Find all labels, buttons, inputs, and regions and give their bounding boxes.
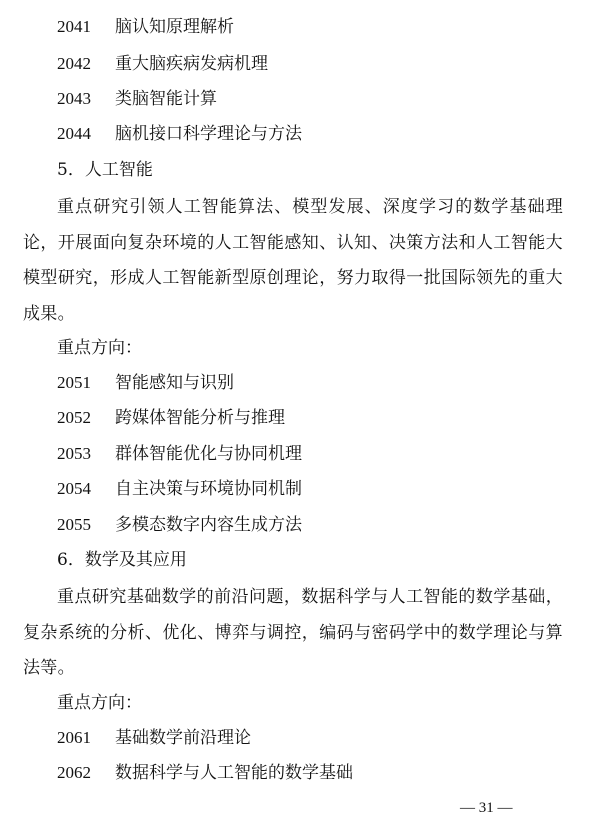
section-paragraph: 重点研究基础数学的前沿问题，数据科学与人工智能的数学基础，复杂系统的分析、优化、博弈与调控，编码与密码学中的数学理论与算法等。 — [23, 587, 563, 678]
item-text: 跨媒体智能分析与推理 — [115, 408, 285, 428]
list-item — [57, 406, 285, 430]
item-code: 2055 — [57, 515, 91, 534]
list-item — [57, 122, 302, 146]
item-code: 2041 — [57, 17, 91, 36]
list-item — [57, 761, 353, 785]
list-item — [57, 477, 302, 501]
item-code: 2053 — [57, 444, 91, 463]
list-item — [57, 52, 268, 76]
item-text: 群体智能优化与协同机理 — [115, 444, 302, 464]
item-text: 基础数学前沿理论 — [115, 728, 251, 748]
item-code: 2043 — [57, 89, 91, 108]
list-item — [57, 371, 234, 395]
item-text: 自主决策与环境协同机制 — [115, 479, 302, 499]
item-code: 2061 — [57, 728, 91, 747]
item-text: 数据科学与人工智能的数学基础 — [115, 763, 353, 783]
section-heading: 6．数学及其应用 — [57, 550, 187, 570]
item-code: 2062 — [57, 763, 91, 782]
list-item — [57, 442, 302, 466]
page-number: — 31 — — [460, 800, 513, 816]
focus-label: 重点方向： — [57, 338, 142, 358]
section-heading: 5．人工智能 — [57, 160, 153, 180]
list-item — [57, 726, 251, 750]
item-text: 智能感知与识别 — [115, 373, 234, 393]
list-item — [57, 513, 302, 537]
list-item — [57, 15, 234, 39]
item-code: 2054 — [57, 479, 91, 498]
item-text: 脑认知原理解析 — [115, 17, 234, 37]
focus-label: 重点方向： — [57, 693, 142, 713]
item-text: 类脑智能计算 — [115, 89, 217, 109]
section-paragraph: 重点研究引领人工智能算法、模型发展、深度学习的数学基础理论，开展面向复杂环境的人工智能感知、认知、决策方法和人工智能大模型研究，形成人工智能新型原创理论，努力取得一批国际领先的重大成果。 — [23, 197, 563, 324]
item-text: 多模态数字内容生成方法 — [115, 515, 302, 535]
item-code: 2052 — [57, 408, 91, 427]
item-text: 重大脑疾病发病机理 — [115, 54, 268, 74]
item-code: 2051 — [57, 373, 91, 392]
item-code: 2044 — [57, 124, 91, 143]
list-item — [57, 87, 217, 111]
item-text: 脑机接口科学理论与方法 — [115, 124, 302, 144]
item-code: 2042 — [57, 54, 91, 73]
